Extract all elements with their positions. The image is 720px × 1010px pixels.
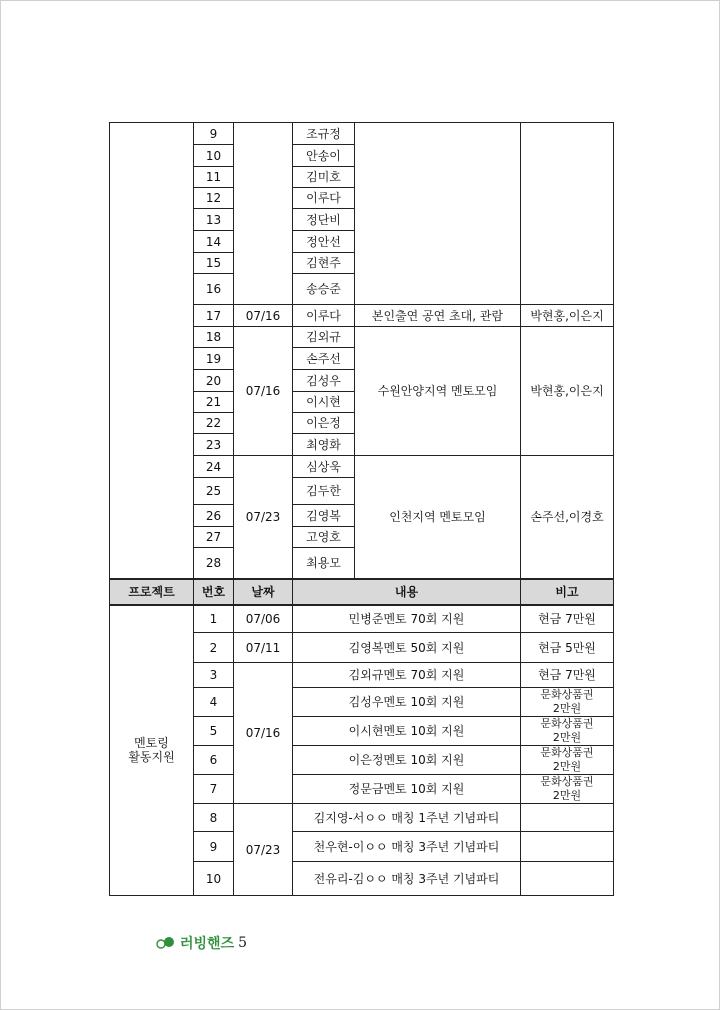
- mentor-name: 김두한: [293, 478, 355, 505]
- date-cell: 07/16: [234, 663, 293, 804]
- mentor-name: 이은정: [293, 413, 355, 434]
- row-num: 22: [194, 413, 234, 434]
- brand-name: 러빙핸즈: [180, 936, 235, 952]
- mentor-name: 최용모: [293, 548, 355, 579]
- row-num: 10: [194, 145, 234, 167]
- row-num: 5: [194, 717, 234, 746]
- row-num: 20: [194, 370, 234, 392]
- content-cell: 전유리-김ㅇㅇ 매칭 3주년 기념파티: [293, 862, 521, 896]
- row-num: 27: [194, 527, 234, 548]
- activity-table: [109, 122, 614, 896]
- mentor-name: 정단비: [293, 209, 355, 231]
- date-cell: 07/06: [234, 605, 293, 633]
- row-num: 19: [194, 348, 234, 370]
- mentor-name: 이시현: [293, 392, 355, 413]
- mentor-name: 김영복: [293, 505, 355, 527]
- row-num: 28: [194, 548, 234, 579]
- mentor-name: 김현주: [293, 253, 355, 274]
- row-num: 9: [194, 832, 234, 862]
- date-cell: 07/16: [234, 327, 293, 456]
- row-num: 10: [194, 862, 234, 896]
- row-num: 8: [194, 804, 234, 832]
- mentor-name: 정안선: [293, 231, 355, 253]
- row-num: 9: [194, 123, 234, 145]
- date-cell-blank: [234, 123, 293, 305]
- table-header-row: [110, 579, 614, 605]
- content-cell: 김영복멘토 50회 지원: [293, 633, 521, 663]
- row-num: 3: [194, 663, 234, 688]
- mentor-name: 안송이: [293, 145, 355, 167]
- content-cell: 김외규멘토 70회 지원: [293, 663, 521, 688]
- page-footer: [156, 933, 247, 953]
- mentor-name: 최영화: [293, 434, 355, 456]
- note-cell: 박현홍,이은지: [521, 305, 614, 327]
- row-num: 16: [194, 274, 234, 305]
- note-cell: 현금 7만원: [521, 663, 614, 688]
- note-cell: 문화상품권 2만원: [521, 775, 614, 804]
- mentor-name: 이루다: [293, 305, 355, 327]
- row-num: 14: [194, 231, 234, 253]
- mentor-name: 이루다: [293, 188, 355, 209]
- row-num: 25: [194, 478, 234, 505]
- content-cell: 민병준멘토 70회 지원: [293, 605, 521, 633]
- row-num: 1: [194, 605, 234, 633]
- project-cell-blank: [110, 123, 194, 579]
- date-cell: 07/11: [234, 633, 293, 663]
- row-num: 21: [194, 392, 234, 413]
- row-num: 18: [194, 327, 234, 348]
- content-cell: 이시현멘토 10회 지원: [293, 717, 521, 746]
- note-cell: [521, 832, 614, 862]
- header-content: 내용: [293, 579, 521, 605]
- row-num: 7: [194, 775, 234, 804]
- note-cell: 손주선,이경호: [521, 456, 614, 579]
- header-project: 프로젝트: [110, 579, 194, 605]
- row-num: 23: [194, 434, 234, 456]
- mentor-name: 김성우: [293, 370, 355, 392]
- row-num: 24: [194, 456, 234, 478]
- date-cell: 07/23: [234, 456, 293, 579]
- note-cell: [521, 804, 614, 832]
- row-num: 4: [194, 688, 234, 717]
- note-cell: 문화상품권 2만원: [521, 746, 614, 775]
- note-cell: 문화상품권 2만원: [521, 717, 614, 746]
- row-num: 2: [194, 633, 234, 663]
- page-number: 5: [238, 935, 248, 951]
- header-date: 날짜: [234, 579, 293, 605]
- note-cell: 문화상품권 2만원: [521, 688, 614, 717]
- date-cell: 07/23: [234, 804, 293, 896]
- row-num: 6: [194, 746, 234, 775]
- content-cell: 정문금멘토 10회 지원: [293, 775, 521, 804]
- content-cell-blank: [355, 123, 521, 305]
- note-cell-blank: [521, 123, 614, 305]
- clover-logo-icon: [156, 936, 176, 950]
- content-cell: 김성우멘토 10회 지원: [293, 688, 521, 717]
- mentor-name: 송승준: [293, 274, 355, 305]
- content-cell: 수원안양지역 멘토모임: [355, 327, 521, 456]
- content-cell: 김지영-서ㅇㅇ 매칭 1주년 기념파티: [293, 804, 521, 832]
- header-note: 비고: [521, 579, 614, 605]
- mentor-name: 심상욱: [293, 456, 355, 478]
- mentor-name: 손주선: [293, 348, 355, 370]
- row-num: 13: [194, 209, 234, 231]
- note-cell: 박현홍,이은지: [521, 327, 614, 456]
- note-cell: [521, 862, 614, 896]
- mentor-name: 조규정: [293, 123, 355, 145]
- date-cell: 07/16: [234, 305, 293, 327]
- row-num: 26: [194, 505, 234, 527]
- project-cell: 멘토링 활동지원: [110, 605, 194, 896]
- note-cell: 현금 7만원: [521, 605, 614, 633]
- content-cell: 천우현-이ㅇㅇ 매칭 3주년 기념파티: [293, 832, 521, 862]
- mentor-name: 김외규: [293, 327, 355, 348]
- header-num: 번호: [194, 579, 234, 605]
- content-cell: 이은정멘토 10회 지원: [293, 746, 521, 775]
- row-num: 17: [194, 305, 234, 327]
- mentor-name: 김미호: [293, 167, 355, 188]
- row-num: 15: [194, 253, 234, 274]
- row-num: 12: [194, 188, 234, 209]
- row-num: 11: [194, 167, 234, 188]
- content-cell: 인천지역 멘토모임: [355, 456, 521, 579]
- note-cell: 현금 5만원: [521, 633, 614, 663]
- content-cell: 본인출연 공연 초대, 관람: [355, 305, 521, 327]
- mentor-name: 고영호: [293, 527, 355, 548]
